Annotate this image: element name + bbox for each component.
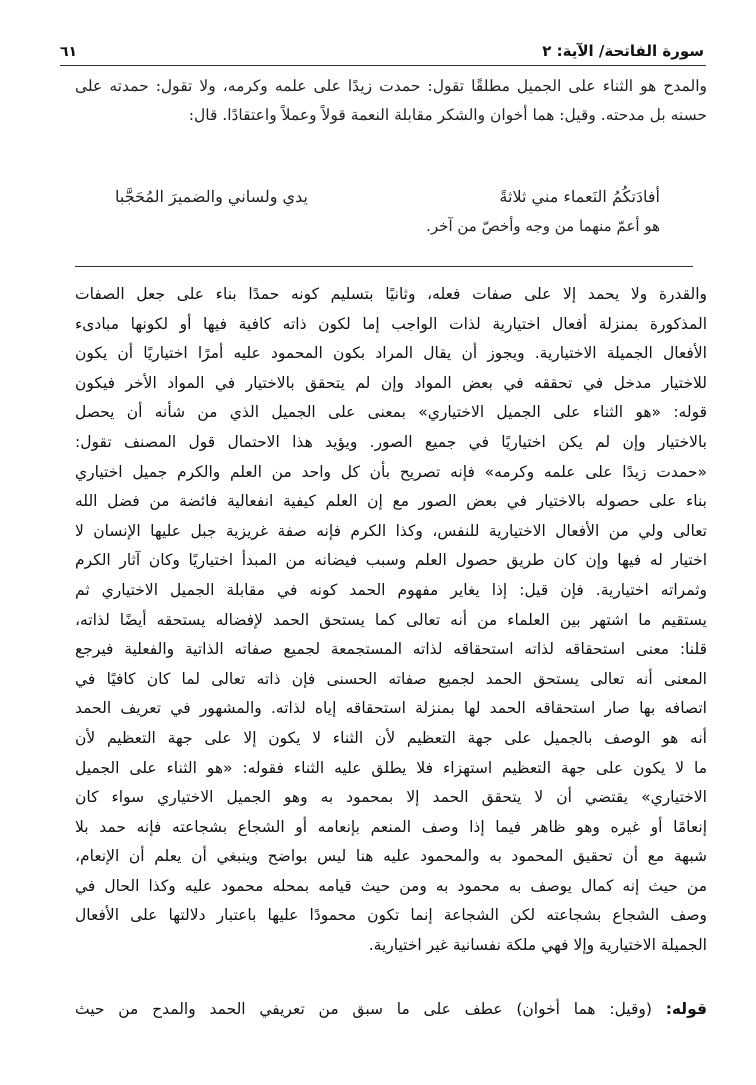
commentary-line: المعنى أنه تعالى يستحق الحمد لجميع صفاته الحسنى فإن ذاته تعالى لما كان كافيًا في: [75, 669, 707, 688]
commentary-line: شبهة مع أن تحقيق المحمود به والمحمود عليه هنا ليس بواضح وينبغي أن يعلم أن الإنعام،: [75, 847, 707, 866]
commentary-line: ما لا يكون على جهة التعظيم استهزاء فلا يطلق عليه الثناء فقوله: «هو الثناء على الجميل: [75, 758, 707, 777]
commentary-line: تعالى ولي من الأفعال الاختيارية للنفس، وكذا الكرم فإنه صفة غريزية جبل عليها الإنسان لا: [75, 521, 707, 540]
matn-line: حمدته على حسنه بل مدحته. وقيل: هما أخوان والشكر مقابلة النعمة قولاً وعملاً: [75, 77, 707, 124]
commentary-line: إنعامًا أو غيره وهو ظاهر فيما إذا وصف المنعم بإنعامه أو الشجاع بشجاعته فإنه حمد بلا: [75, 817, 707, 836]
commentary-line: والقدرة ولا يحمد إلا على صفات فعله، وثانيًا بتسليم كونه حمدًا بناء على جعل الصفات: [75, 285, 707, 303]
commentary-line: من حيث إنه كمال يوصف به محمود به ومن حيث قيامه بمحله محمود عليه وكذا الحال في: [75, 876, 707, 895]
next-paragraph-text: (وقيل: هما أخوان) عطف على ما سبق من تعريفي الحمد والمدح من حيث: [75, 1000, 666, 1018]
poem-verse: [115, 187, 660, 206]
commentary-line: الأفعال الجميلة الاختيارية. ويجوز أن يقال المراد بكون المحمود عليه أمرًا اختياريًا أن يكون: [75, 344, 707, 363]
commentary-line: بالاختيار وإن لم يكن اختياريًا في جميع الصور. ويؤيد هذا الاحتمال قول المصنف تقول:: [75, 432, 707, 451]
poem-second-hemistich: يدي ولساني والضميرَ المُحَجَّبا: [115, 187, 308, 206]
header-divider: [60, 65, 706, 66]
commentary-line: بناء على حصوله بالاختيار في بعض الصور مع إن العلم كيفية انفعالية فائضة من فضل الله: [75, 492, 707, 511]
matn-line: واعتقادًا. قال:: [188, 106, 277, 124]
running-title: سورة الفاتحة/ الآية: ٢: [542, 42, 704, 60]
commentary-text: [75, 280, 707, 961]
commentary-line: يستقيم ما اشتهر بين العلماء من أنه تعالى كما يستحق الحمد لإفضاله يستحقه أيضًا لذاته،: [75, 610, 707, 629]
matn-text: [75, 72, 707, 130]
commentary-line: أنه هو الوصف بالجميل على جهة التعظيم لأن الثناء لا يكون إلا على جهة التعظيم لأن: [75, 728, 707, 747]
commentary-line: قوله: «هو الثناء على الجميل الاختياري» بمعنى على الجميل الذي من شأنه أن يحصل: [75, 403, 707, 422]
commentary-line: اختيار له فيها وإن كان طريق حصول العلم وسبب فيضانه من المبدأ اختياريًا وكان آثار الكرم: [75, 551, 707, 570]
commentary-line: للاختيار مدخل في تحققه في بعض المواد وإن لم يتحقق بالاختيار في المواد الأخر فيكون: [75, 373, 707, 392]
matn-line: والمدح هو الثناء على الجميل مطلقًا تقول: حمدت زيدًا على علمه وكرمه، ولا تقول:: [155, 77, 707, 95]
commentary-line: الاختياري» يقتضي أن لا يتحقق الحمد إلا بمحمود به وهو الجميل الاختياري سواء كان: [75, 788, 707, 807]
page-number: ٦١: [60, 44, 78, 60]
commentary-line: المذكورة بمنزلة أفعال اختيارية لذات الواجب إما لكون ذاته كافية فيها أو لكونها مبادىء: [75, 314, 707, 333]
poem-first-hemistich: أفادَتكُمُ النَعماء مني ثلاثةً: [499, 187, 660, 206]
page-header: [60, 36, 704, 60]
section-divider: [75, 266, 693, 267]
commentary-line: وصف الشجاع بشجاعته لكن الشجاعة إنما تكون محمودًا عليها باعتبار دلالتها على الأفعال: [75, 906, 707, 925]
commentary-line: وثمراته اختيارية. فإن قيل: إذا يغاير مفهوم الحمد كونه في مقابلة الجميل الاختياري ثم: [75, 580, 707, 599]
commentary-line: قلنا: معنى استحقاقه لذاته استحقاقه لذاته المستجمعة لجميع صفاته الذاتية والفعلية فيرجع: [75, 640, 707, 659]
matn-tail: هو أعمّ منهما من وجه وأخصّ من آخر.: [426, 217, 660, 235]
commentary-line: الجميلة الاختيارية وإلا فهي ملكة نفسانية غير اختيارية.: [368, 936, 707, 955]
matn-paragraph: [75, 72, 707, 130]
next-paragraph: [75, 995, 707, 1024]
commentary-line: «حمدت زيدًا على علمه وكرمه» فإنه تصريح بأن كل واحد من العلم والكرم جميل اختياري: [75, 462, 707, 481]
commentary-line: اتصافه بها صار استحقاقه الحمد لها بمنزلة استحقاقه إياه لذاته. والمشهور في تعريف الحمد: [75, 699, 707, 718]
qawluhu-marker: قوله:: [665, 1000, 707, 1018]
